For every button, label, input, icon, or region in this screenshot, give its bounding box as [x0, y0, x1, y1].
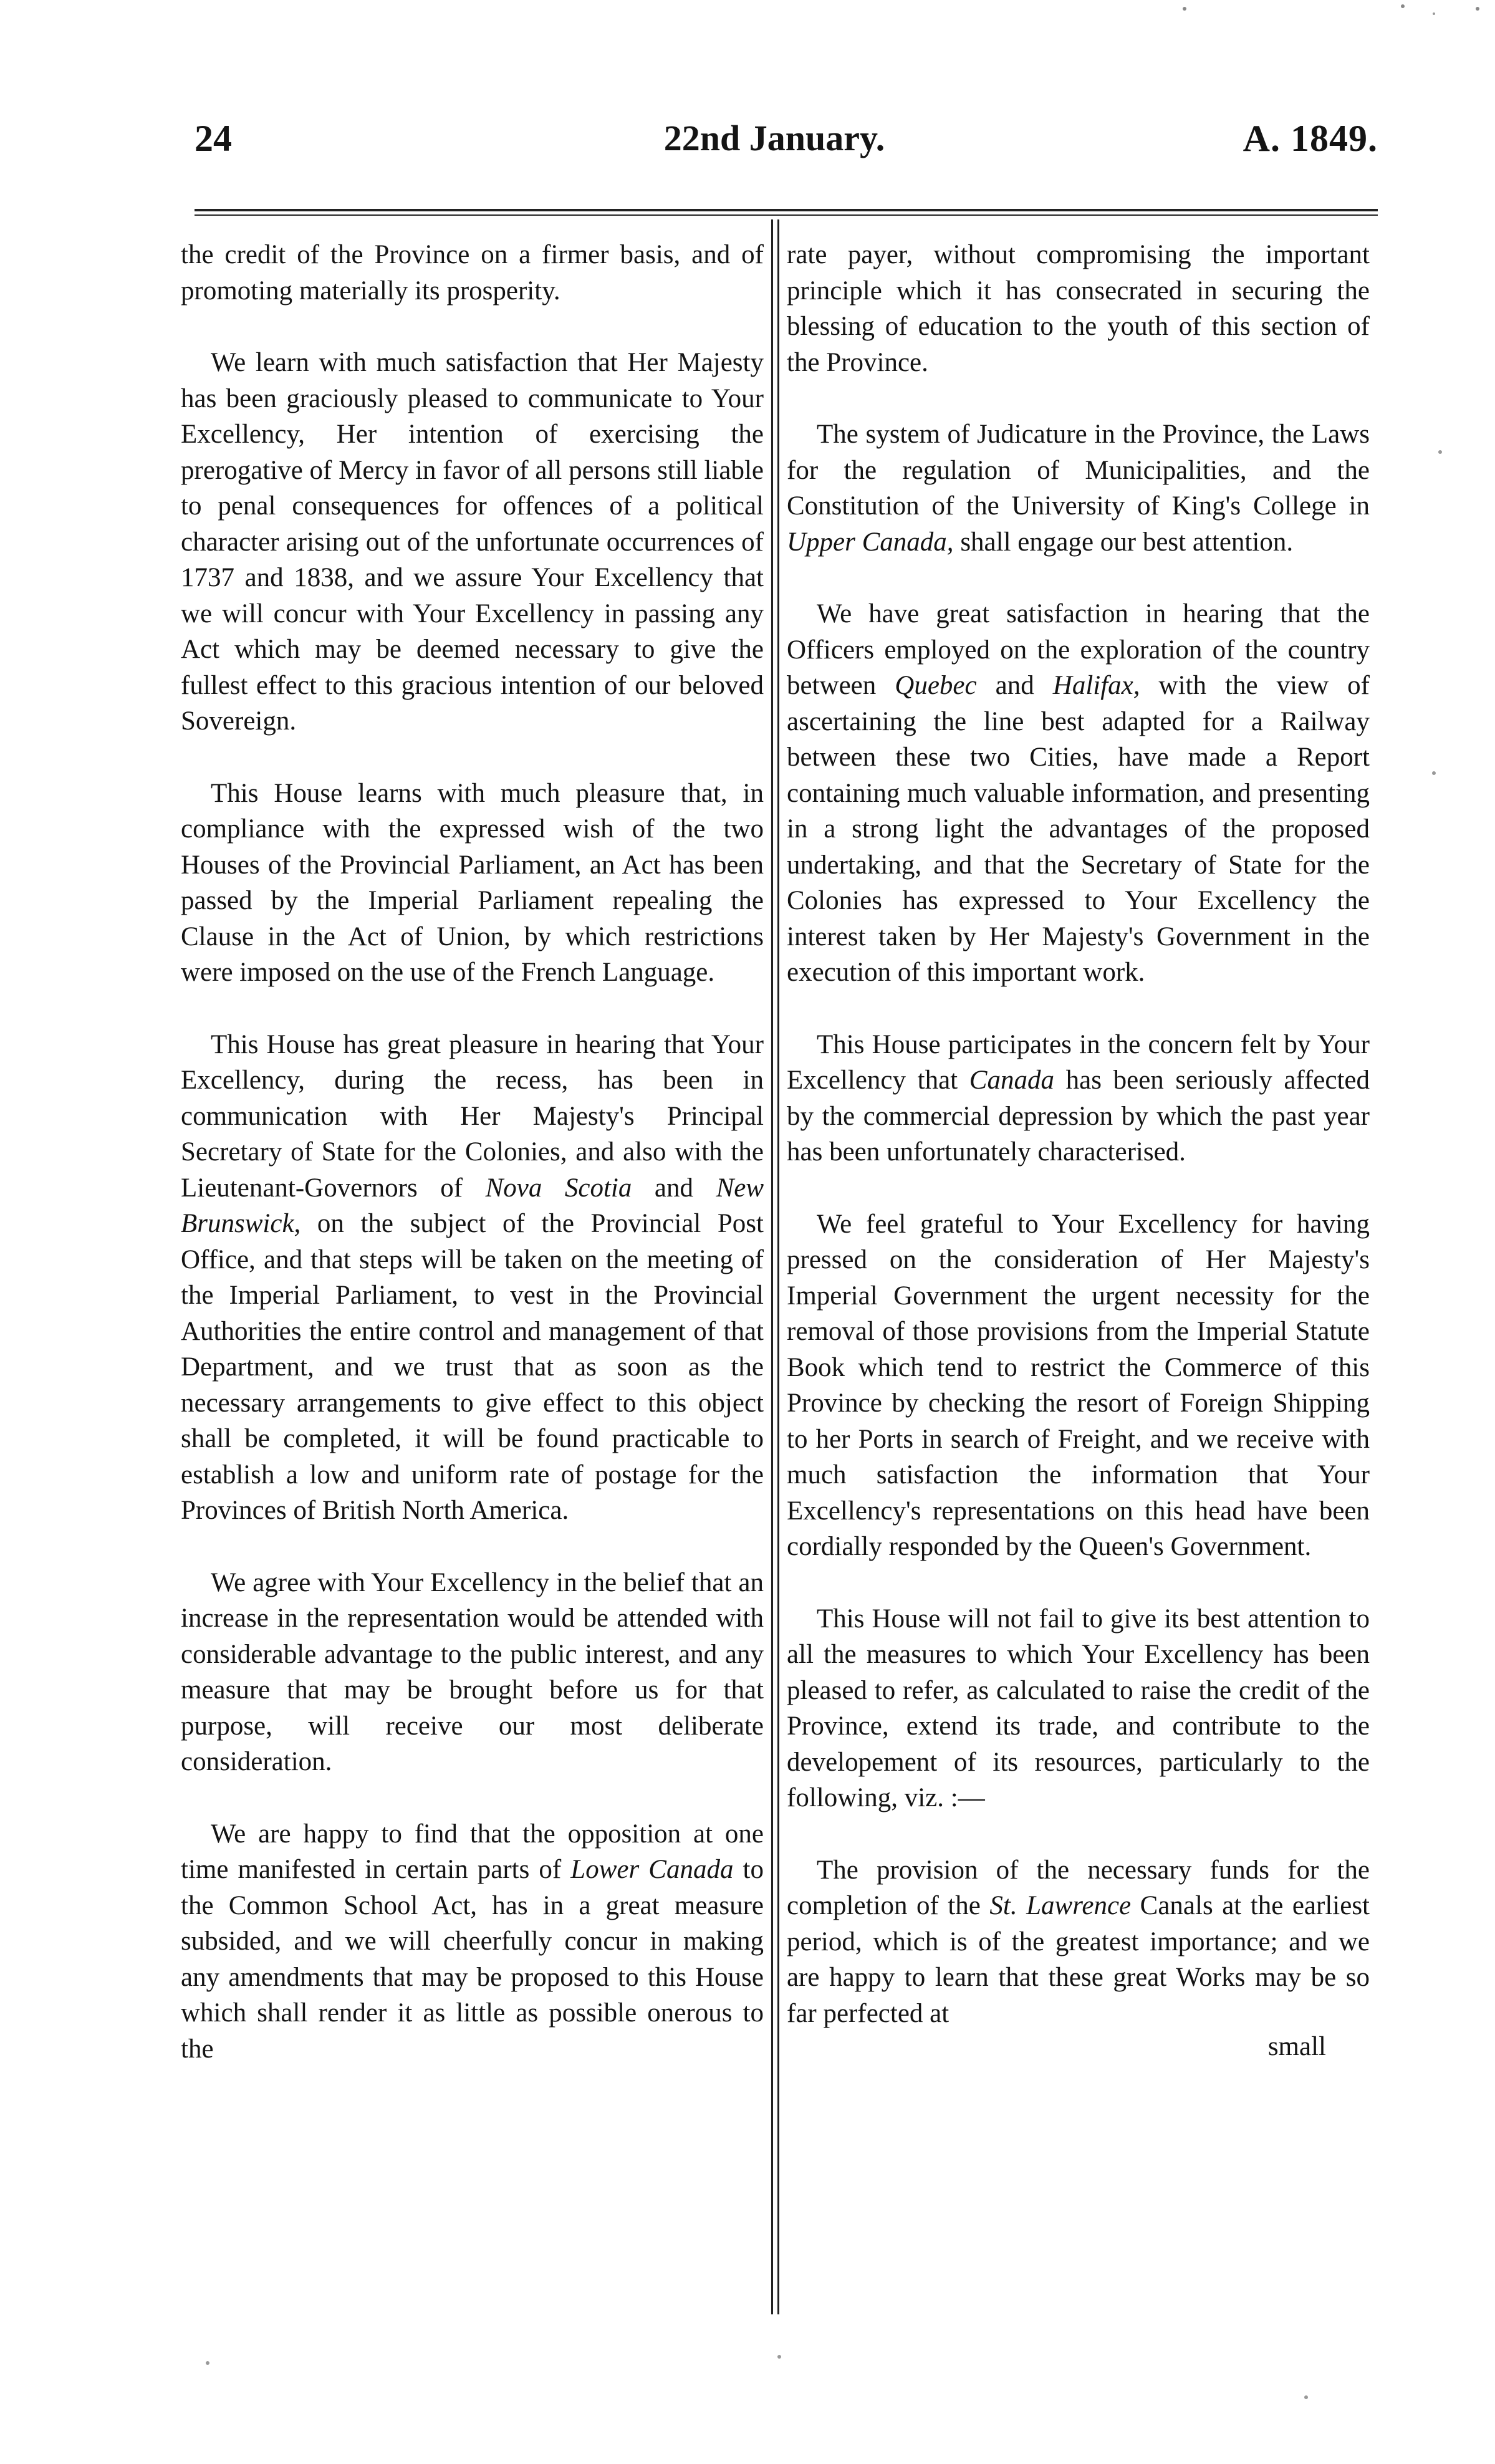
column-divider — [777, 219, 779, 2314]
text-run: This House has great pleasure in hearing that Your Excellency, during the recess, has been in communication with Her Majesty's Principal Secretary of State for the Colonies, and also with the Lieutenant-Governors of — [181, 1029, 764, 1203]
text-run: We have great satisfaction in hearing that the Officers employed on the exploration of the country between — [787, 599, 1370, 700]
place-name: Halifax, — [1052, 671, 1140, 700]
text-run: and — [976, 671, 1053, 700]
header-rule-thin — [195, 214, 1378, 216]
place-name: Nova Scotia — [485, 1173, 632, 1203]
page-year: A. 1849. — [1243, 118, 1378, 159]
paragraph: rate payer, without compromising the important principle which it has consecrated in securing the blessing of education to the youth of this section of the Province. — [787, 240, 1370, 377]
paragraph — [787, 1852, 1370, 2032]
paragraph: We feel grateful to Your Excellency for having pressed on the consideration of Her Majesty's Imperial Government the urgent necessity for the removal of those provisions from the Imperial Statute Book which tend to restrict the Commerce of this Province by checking the resort of Foreign Shipping to her Ports in search of Freight, and we receive with much satisfaction the information that Your Excellency's representations on this head have been cordially responded by the Queen's Government. — [787, 1209, 1370, 1561]
page-date: 22nd January. — [663, 118, 885, 158]
text-run: on the subject of the Provincial Post Office, and that steps will be taken on the meeting of the Imperial Parliament, to vest in the Provincial Authorities the entire control and management of that Department, and we trust that as soon as the necessary arrangements to give effect to this object shall be completed, it will be found practicable to establish a low and uniform rate of postage for the Provinces of British North America. — [181, 1209, 764, 1525]
place-name: St. Lawrence — [989, 1891, 1132, 1920]
page-number: 24 — [195, 118, 232, 159]
paragraph: This House will not fail to give its best attention to all the measures to which Your Excellency has been pleased to refer, as calculated to raise the credit of the Province, extend its trade, and contribute to the developement of its resources, particularly to the following, viz. :— — [787, 1604, 1370, 1812]
text-run: and — [632, 1173, 716, 1203]
column-divider — [771, 219, 773, 2314]
paragraph: This House learns with much pleasure that, in compliance with the expressed wish of the two Houses of the Provincial Parliament, an Act has been passed by the Imperial Parliament repealing the Clause in the Act of Union, by which restrictions were imposed on the use of the French Language. — [181, 778, 764, 987]
catchword: small — [1267, 2032, 1326, 2061]
right-column — [787, 237, 1370, 2062]
text-run: We are happy to find that the opposition at one time manifested in certain parts of — [181, 1819, 764, 1884]
paragraph: the credit of the Province on a firmer basis, and of promoting materially its prosperity. — [181, 240, 764, 306]
place-name: Quebec — [895, 671, 977, 700]
place-name: Canada — [969, 1066, 1054, 1095]
left-column — [181, 237, 764, 2103]
paragraph: We learn with much satisfaction that Her Majesty has been graciously pleased to communicate to Your Excellency, Her intention of exercising the prerogative of Mercy in favor of all persons still liable to penal consequences for offences of a political character arising out of the unfortunate occurrences of 1737 and 1838, and we assure Your Excellency that we will concur with Your Excellency in passing any Act which may be deemed necessary to give the fullest effect to this gracious intention of our beloved Sovereign. — [181, 348, 764, 736]
paragraph — [181, 1816, 764, 2067]
place-name: Upper Canada, — [787, 527, 954, 557]
text-run: Canals at the earliest period, which is of the greatest importance; and we are happy to learn that these great Works may be so far perfected at — [787, 1891, 1370, 2028]
text-run: This House participates in the concern felt by Your Excellency that — [787, 1029, 1370, 1095]
text-run: has been seriously affected by the commercial depression by which the past year has been unfortunately characterised. — [787, 1066, 1370, 1167]
paragraph — [787, 1027, 1370, 1170]
paragraph — [787, 596, 1370, 991]
text-run: with the view of ascertaining the line best adapted for a Railway between these two Cities, have made a Report containing much valuable information, and presenting in a strong light the advantages of the proposed undertaking, and that the Secretary of State for the Colonies has expressed to Your Excellency the interest taken by Her Majesty's Government in the execution of this important work. — [787, 671, 1370, 987]
text-run: to the Common School Act, has in a great measure subsided, and we will cheerfully concur in making any amendments that may be proposed to this House which shall render it as little as possible onerous to the — [181, 1855, 764, 2064]
page-header — [195, 117, 1378, 186]
paragraph — [787, 416, 1370, 560]
place-name: New Brunswick, — [181, 1173, 764, 1238]
text-run: The provision of the necessary funds for the completion of the — [787, 1855, 1370, 1920]
text-run: The system of Judicature in the Province, the Laws for the regulation of Municipalities, and the Constitution of the University of King's College in — [787, 420, 1370, 521]
text-run: shall engage our best attention. — [953, 527, 1294, 557]
place-name: Lower Canada — [570, 1855, 734, 1884]
paragraph — [181, 1027, 764, 1529]
header-rule — [195, 209, 1378, 211]
paragraph: We agree with Your Excellency in the belief that an increase in the representation would be attended with considerable advantage to the public interest, and any measure that may be brought before us for that purpose, will receive our most deliberate consideration. — [181, 1567, 764, 1776]
